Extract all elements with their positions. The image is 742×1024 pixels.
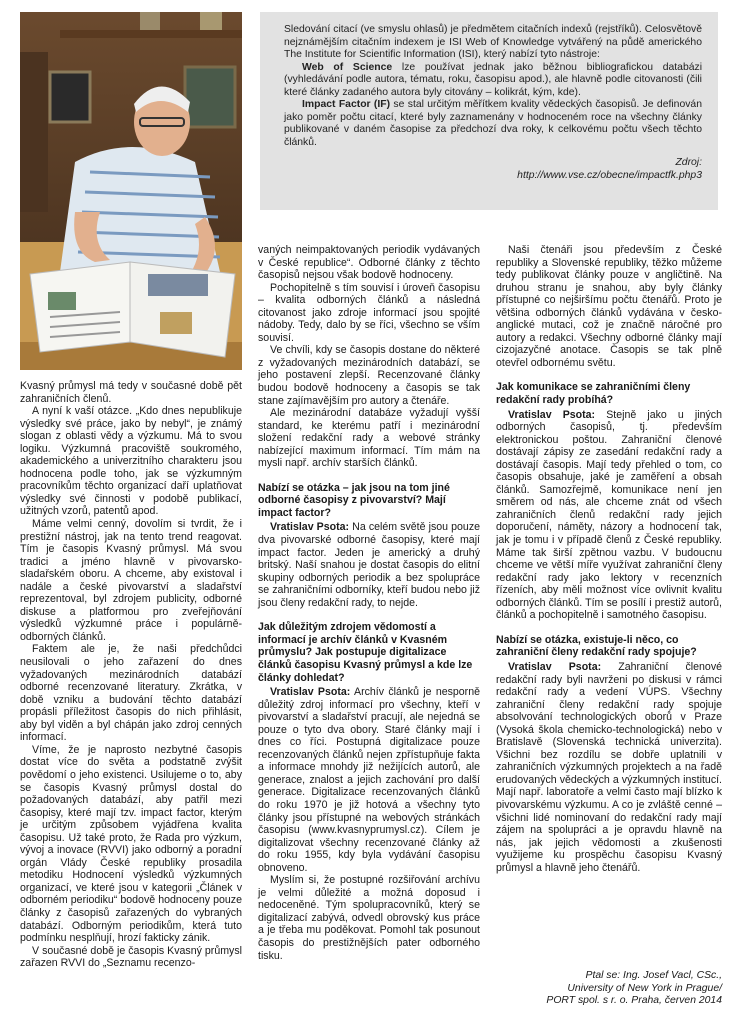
speaker-name: Vratislav Psota: xyxy=(508,660,602,673)
author-credit xyxy=(500,970,722,1008)
speaker-name: Vratislav Psota: xyxy=(508,408,596,421)
answer-paragraph: Vratislav Psota: Na celém světě jsou pouze dva pivovarské odborné časopisy, které mají impact factor. Jeden je americký a druhý britský. Naší snahou je dostat časopis do elitní skupiny odborných periodik a bez spolupráce se zahraničními odborníky, kteří budou nebo již jsou členy redakční rady, to nejde. xyxy=(258,521,481,609)
paragraph: vaných neimpaktovaných periodik vydávaných v České republice“. Odborné články z těchto časopisů nejsou však bodově hodnoceny. xyxy=(258,244,480,282)
credit-line-3: PORT spol. s r. o. Praha, červen 2014 xyxy=(546,995,722,1006)
question-heading: Nabízí se otázka, existuje-li něco, co zahraniční členy redakční rady spojuje? xyxy=(496,633,697,659)
article-photo xyxy=(20,12,242,370)
column-3 xyxy=(496,244,722,874)
source-label: Zdroj: xyxy=(675,157,702,168)
paragraph: Víme, že je naprosto nezbytné časopis dostat více do světa a podstatně zvýšit povědomí o jeho existenci. Usilujeme o to, aby se časopis Kvasný průmysl dostal do požadovaných databází, aby patřil mezi časopisy, které mají tzv. impact factor, kterým je určitým způsobem vyjádřena kvalita časopisu. Už také proto, že Rada pro výzkum, vývoj a inovace (RVVI) jako odborný a poradní orgán Vlády České republiky prosadila metodiku Hodnocení výsledků výzkumných organizací, ve které jsou v kategorii „Článek v odborném periodiku“ bodově hodnoceny pouze články z časopisů zařazených do vybraných databází. Odborným periodikům, která tuto podmínku nesplňují, hrozí fakticky zánik. xyxy=(20,743,242,945)
paragraph: Máme velmi cenný, dovolím si tvrdit, že i prestižní nástroj, jak na tento trend reagovat. Tím je časopis Kvasný průmysl. Má svou tradici a jméno hlavně v pivovarsko-sladařském oboru. A chceme, aby existoval i nadále a české pivovarství a sladařství reprezentoval, byl zdrojem publicity, odborné diskuse a platformou pro zveřejňování výsledků výzkumné práce i populárně-odborných článků. xyxy=(20,518,242,643)
credit-line-1: Ptal se: Ing. Josef Vacl, CSc., xyxy=(585,970,722,981)
answer-paragraph: Vratislav Psota: Stejně jako u jiných odborných časopisů, tj. především elektronickou poštou. Zahraniční členové dostávají zápisy ze zasedání redakční rady a dostávají časopis. Mají tedy přehled o tom, co časopis obsahuje, jaké je zaměření a obsah článků. Samozřejmě, komunikace není jen směrem od nás, ale chceme znát od všech zahraničních členů redakční rady jejich doporučení, náměty, názory a hodnocení tak, jak je tomu i v případě členů z České republiky. Máme tak širší zpětnou vazbu. V budoucnu chceme ve větší míře využívat zahraniční členy redakční rady jako lektory v recenzních řízeních, aby měli možnost více ovlivnit kvalitu odborných článků. Tím se posílí i prestiž autorů, článků a pochopitelně i samotného časopisu. xyxy=(496,408,722,622)
paragraph: V současné době je časopis Kvasný průmysl zařazen RVVI do „Seznamu recenzo- xyxy=(20,944,242,970)
paragraph: Faktem ale je, že naši předchůdci neusilovali o jeho zařazení do dnes vyžadovaných mezinárodních databází odborné recenzované literatury. Zkrátka, v době vzniku a budování těchto databází propásli příležitost časopis do nich přihlásit, aby byl viděn a byl chápán jako zdroj cenných informací. xyxy=(20,643,242,744)
question-heading: Jak komunikace se zahraničními členy redakční rady probíhá? xyxy=(496,381,691,407)
answer-paragraph: Vratislav Psota: Archív článků je nesporně důležitý zdroj informací pro všechny, kteří v pivovarství a sladařství pracují, ale nejedná se pouze o tyto dva obory. Staré články mají i dnes co říci. Postupná digitalizace pouze recenzovaných článků nejen zpřístupňuje fakta a informace mnohdy již nežijících autorů, ale generace, znalost a jejich zachování pro další generace. Digitalizace recenzovaných článků do roku 1970 je již hotová a všechny tyto články jsou přístupné na webových stránkách časopisu (www.kvasnyprumysl.cz). Cílem je digitalizovat všechny recenzované články až do roku 1955, kdy byla vydávání časopisu obnoveno. xyxy=(258,686,480,874)
info-paragraph-3: Impact Factor (IF) se stal určitým měřítkem kvality vědeckých časopisů. Je definován jako poměr počtu citací, které byly zaznamenány v hodnoceném roce na všechny články publikované v daném časopise za předchozí dva roky, k celkovému počtu všech těchto článků. xyxy=(284,99,702,148)
question-heading: Jak důležitým zdrojem vědomostí a informací je archív článků v Kvasném průmyslu? Jak postupuje digitalizace článků časopisu Kvasný průmysl a kde lze články dohledat? xyxy=(258,621,473,684)
paragraph: Ve chvíli, kdy se časopis dostane do některé z vyžadovaných mezinárodních databází, se jeho postavení zlepší. Recenzované články budou bodově hodnoceny a časopis se tak stane zajímavějším pro autory a čtenáře. xyxy=(258,344,480,407)
question-heading: Nabízí se otázka – jak jsou na tom jiné odborné časopisy z pivovarství? Mají impact factor? xyxy=(258,481,450,519)
paragraph: A nyní k vaší otázce. „Kdo dnes nepublikuje výsledky své práce, jako by nebyl“, je známý slogan z oblasti vědy a výzkumu. Má to svou logiku. Výzkumná pracoviště soukromého, akademického a univerzitního charakteru jsou hodnocena podle toho, jak se výzkumným pracovníkům těchto organizací daří uplatňovat výsledky své činnosti v podobě publikací, užitných vzorů, patentů apod. xyxy=(20,405,242,518)
info-paragraph-2: Web of Science lze používat jednak jako běžnou bibliografickou databázi (vyhledávání podle autora, tématu, roku, časopisu apod.), ale hlavně podle citovanosti (čili které články zadaného autora byly citovány – kolikrát, kým, kde). xyxy=(284,61,703,98)
paragraph: Kvasný průmysl má tedy v současné době pět zahraničních členů. xyxy=(20,380,242,405)
answer-paragraph: Vratislav Psota: Zahraniční členové redakční rady byli navrženi po diskusi v rámci redakční rady a vedení VÚPS. Všechny zahraniční členy redakční rady spojuje absolvování technologických oborů v Praze (Vysoká škola chemicko-technologická) nebo v Bratislavě (Slovenská technická univerzita). Všichni bez rozdílu se dobře uplatnili v zahraničních výzkumných projektech a na řadě erudovaných vědeckých a výzkumných institucí. Mají např. laboratoře a velmi často mají blízko k pivovarskému výzkumu. A co je zvláště cenné – všichni lidé nominovaní do redakční rady mají zájem na spolupráci a je opravdu hlavně na nás, jak jejich vědomosti a zkušenosti využijeme ku prospěchu časopisu Kvasný průmysl a hlavně jeho čtenářů. xyxy=(496,660,723,874)
paragraph: Myslím si, že postupné rozšiřování archívu je velmi důležité a možná doposud i nedoceněné. Tým spolupracovníků, který se digitalizací zabývá, odvedl obrovský kus práce a je třeba mu poděkovat. Pomohl tak posunout časopis do prestižnějších pater odborného tisku. xyxy=(258,874,480,962)
citation-info-box xyxy=(260,12,718,210)
paragraph: Naši čtenáři jsou především z České republiky a Slovenské republiky, těžko můžeme tedy publikovat články pouze v angličtině. Na druhou stranu je snahou, aby byly články přístupné co nejširšímu počtu čtenářů. Proto je většina odborných článků vydávána v česko-anglické mutaci, což je značně náročné pro autory a redakci. Všechny odborné články mají cizojazyčné anotace. Časopis se tak plně otevřel odbornému světu. xyxy=(496,244,722,369)
paragraph: Pochopitelně s tím souvisí i úroveň časopisu – kvalita odborných článků a následná citovanost jako zdroje informací jsou spojité nádoby. Tedy, dalo by se říci, všechno se vším souvisí. xyxy=(258,281,480,344)
credit-line-2: University of New York in Prague/ xyxy=(567,982,722,994)
paragraph: Ale mezinárodní databáze vyžadují vyšší standard, ke kterému patří i mezinárodní složení redakční rady a webové stránky nabízející maximum informací. Tím mám na mysli např. archív starších článků. xyxy=(258,407,480,470)
info-term-wos: Web of Science xyxy=(302,61,393,73)
speaker-name: Vratislav Psota: xyxy=(270,521,350,534)
speaker-name: Vratislav Psota: xyxy=(270,686,351,699)
source-link[interactable]: http://www.vse.cz/obecne/impactfk.php3 xyxy=(517,169,702,181)
photo-illustration xyxy=(20,12,242,370)
column-1 xyxy=(20,380,242,970)
info-term-if: Impact Factor (IF) xyxy=(302,99,391,110)
column-2 xyxy=(258,244,480,962)
info-paragraph-1: Sledování citací (ve smyslu ohlasů) je předmětem citačních indexů (rejstříků). Celosvětově nejznámějším citačním indexem je ISI Web of Knowledge vytvářený na půdě amerického The Institute for Scientific Information (ISI), který nabízí tyto nástroje: xyxy=(284,24,702,60)
